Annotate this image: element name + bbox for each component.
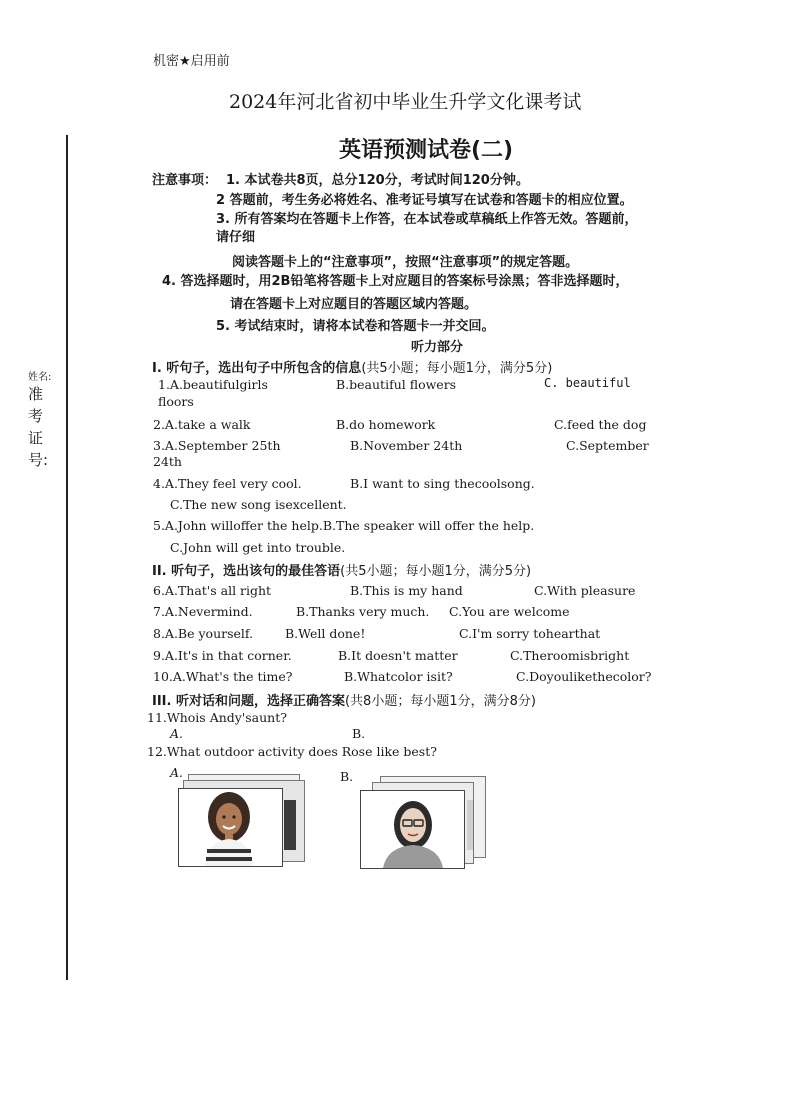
q3-option-c: C.September <box>566 438 649 453</box>
note-3: 3. 所有答案均在答题卡上作答，在本试卷或草稿纸上作答无效。答题前， <box>216 212 638 227</box>
section-2-score: (共5小题；每小题1分，满分5分) <box>340 564 532 579</box>
q5-option-ab: 5.A.John willoffer the help.B.The speaker will offer the help. <box>153 518 535 533</box>
section-2-header <box>152 560 531 579</box>
q1-option-b: B.beautiful flowers <box>336 377 457 392</box>
q6-option-a: 6.A.That's all right <box>153 583 272 598</box>
q2-option-a: 2.A.take a walk <box>153 417 251 432</box>
q2-option-b: B.do homework <box>336 417 436 432</box>
q4-option-c: C.The new song isexcellent. <box>170 497 347 512</box>
q3-option-a: 3.A.September 25th <box>153 438 281 453</box>
section-3-score: (共8小题；每小题1分，满分8分) <box>344 694 536 709</box>
q6-option-c: C.With pleasure <box>534 583 636 598</box>
q1-option-a: 1.A.beautifulgirls <box>158 377 268 392</box>
q12-option-a-label: A. <box>170 765 184 780</box>
q11-option-a: A. <box>170 726 184 741</box>
section-2-title: II. 听句子，选出该句的最佳答语 <box>152 564 341 579</box>
notes-lead: 注意事项： <box>152 173 218 188</box>
q7-option-a: 7.A.Nevermind. <box>153 604 253 619</box>
id-label-char-1: 准 <box>28 385 44 403</box>
secret-mark: 机密★启用前 <box>153 54 230 69</box>
q10-option-c: C.Doyoulikethecolor? <box>516 669 652 684</box>
q7-option-c: C.You are welcome <box>449 604 570 619</box>
q12-option-b-label: B. <box>340 769 354 784</box>
section-3-title: III. 听对话和问题，选择正确答案 <box>152 694 345 709</box>
q7-option-b: B.Thanks very much. <box>296 604 430 619</box>
note-3-cont2: 阅读答题卡上的“注意事项”，按照“注意事项”的规定答题。 <box>232 255 579 270</box>
note-3-cont: 请仔细 <box>216 230 256 245</box>
photo-frame-b <box>360 790 465 869</box>
q10-option-a: 10.A.What's the time? <box>153 669 293 684</box>
section-1-header <box>152 357 552 376</box>
id-label-char-3: 证 <box>28 429 44 447</box>
q5-option-c: C.John will get into trouble. <box>170 540 346 555</box>
note-2: 2 答题前，考生务必将姓名、准考证号填写在试卷和答题卡的相应位置。 <box>216 193 633 208</box>
q10-option-b: B.Whatcolor isit? <box>344 669 453 684</box>
q3-option-c-cont: 24th <box>153 454 182 469</box>
listening-part-title: 听力部分 <box>411 340 464 355</box>
name-label: 姓名: <box>28 372 52 383</box>
q8-option-b: B.Well done! <box>285 626 366 641</box>
section-3-header <box>152 690 536 709</box>
photo-frame-a <box>178 788 283 867</box>
q12-question: 12.What outdoor activity does Rose like best? <box>147 744 437 759</box>
q11-option-b: B. <box>352 726 366 741</box>
q9-option-c: C.Theroomisbright <box>510 648 630 663</box>
section-1-score: (共5小题；每小题1分，满分5分) <box>361 361 553 376</box>
paper-title: 英语预测试卷(二) <box>339 138 514 163</box>
q4-option-b: B.I want to sing thecoolsong. <box>350 476 535 491</box>
woman-with-glasses-illustration <box>361 791 464 868</box>
q1-option-c-cont: floors <box>158 394 194 409</box>
q4-option-a: 4.A.They feel very cool. <box>153 476 302 491</box>
woman-curly-hair-illustration <box>179 789 282 866</box>
id-label-char-4: 号: <box>28 451 49 469</box>
q3-option-b: B.November 24th <box>350 438 463 453</box>
q9-option-b: B.It doesn't matter <box>338 648 458 663</box>
id-label-char-2: 考 <box>28 407 44 425</box>
q1-option-c: C. beautiful <box>544 376 631 390</box>
q8-option-a: 8.A.Be yourself. <box>153 626 254 641</box>
q9-option-a: 9.A.It's in that corner. <box>153 648 292 663</box>
binding-line <box>66 135 68 980</box>
note-1: 1. 本试卷共8页，总分120分，考试时间120分钟。 <box>226 173 529 188</box>
q6-option-b: B.This is my hand <box>350 583 463 598</box>
exam-title: 2024年河北省初中毕业生升学文化课考试 <box>229 91 582 113</box>
q2-option-c: C.feed the dog <box>554 417 647 432</box>
note-4-cont: 请在答题卡上对应题目的答题区域内答题。 <box>230 297 478 312</box>
q8-option-c: C.I'm sorry tohearthat <box>459 626 601 641</box>
note-4: 4. 答选择题时，用2B铅笔将答题卡上对应题目的答案标号涂黑；答非选择题时， <box>162 274 629 289</box>
note-5: 5. 考试结束时，请将本试卷和答题卡一并交回。 <box>216 319 495 334</box>
section-1-title: I. 听句子，选出句子中所包含的信息 <box>152 361 362 376</box>
photo-stack-edge-b <box>467 800 473 850</box>
photo-stack-edge-a <box>284 800 296 850</box>
q11-question: 11.Whois Andy'saunt? <box>147 710 287 725</box>
